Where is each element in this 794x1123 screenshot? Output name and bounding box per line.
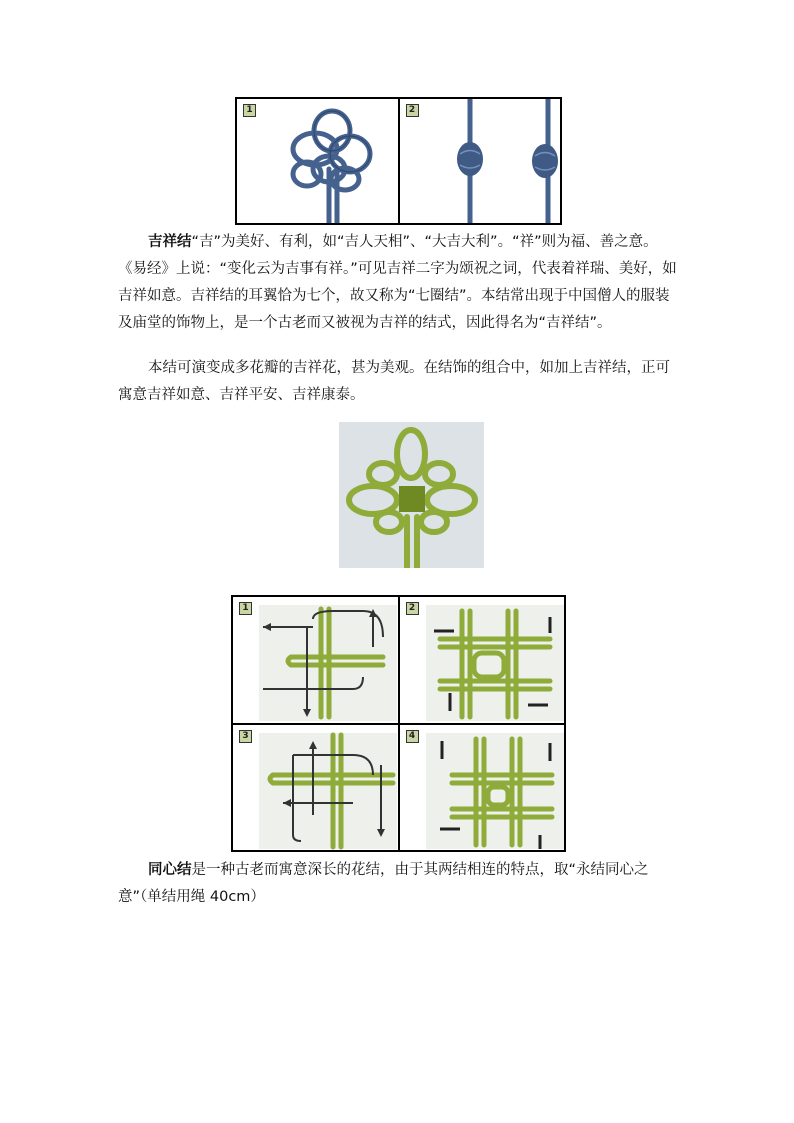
green-knot-step-3-illustration <box>233 725 399 852</box>
paragraph-text: “吉”为美好、有利，如“吉人天相”、“大吉大利”。“祥”则为福、善之意。《易经》上说：“变化云为吉事有祥。”可见吉祥二字为颂祝之词，代表着祥瑞、美好，如吉祥如意。吉祥结的耳翼恰为七个，故又称为“七圈结”。本结常出现于中国僧人的服装及庙堂的饰物上，是一个古老而又被视为吉祥的结式，因此得名为“吉祥结”。 <box>118 234 677 331</box>
green-knot-step-2-illustration <box>400 597 566 724</box>
jixiang-flower-paragraph <box>118 355 678 409</box>
tongxin-knot-paragraph <box>118 857 678 911</box>
term-jixiang-knot: 吉祥结 <box>148 234 192 250</box>
green-knot-step-3 <box>232 724 399 852</box>
step-number: 3 <box>239 730 252 743</box>
step-number: 1 <box>239 602 252 615</box>
blue-knot-step-2 <box>399 98 562 224</box>
green-knot-step-2 <box>399 596 566 724</box>
paragraph-text: 本结可演变成多花瓣的吉祥花，甚为美观。在结饰的组合中，如加上吉祥结，正可寓意吉祥如意、吉祥平安、吉祥康泰。 <box>118 360 670 403</box>
green-knot-step-4-illustration <box>400 725 566 852</box>
step-number: 2 <box>406 602 419 615</box>
green-knot-step-1-illustration <box>233 597 399 724</box>
green-knot-step-4 <box>399 724 566 852</box>
term-tongxin-knot: 同心结 <box>148 862 192 878</box>
green-jixiang-knot-photo <box>339 422 484 568</box>
blue-knot-figure <box>235 97 562 225</box>
step-number: 1 <box>243 104 256 117</box>
step-number: 4 <box>406 730 419 743</box>
blue-knot-loops-illustration <box>237 99 399 224</box>
blue-knot-finished-illustration <box>400 99 562 224</box>
green-knot-step-1 <box>232 596 399 724</box>
step-number: 2 <box>406 104 419 117</box>
paragraph-text: 是一种古老而寓意深长的花结，由于其两结相连的特点，取“永结同心之意”（单结用绳 40cm） <box>118 862 649 905</box>
jixiang-knot-paragraph <box>118 229 678 337</box>
green-knot-figure <box>231 595 566 852</box>
blue-knot-step-1 <box>236 98 399 224</box>
